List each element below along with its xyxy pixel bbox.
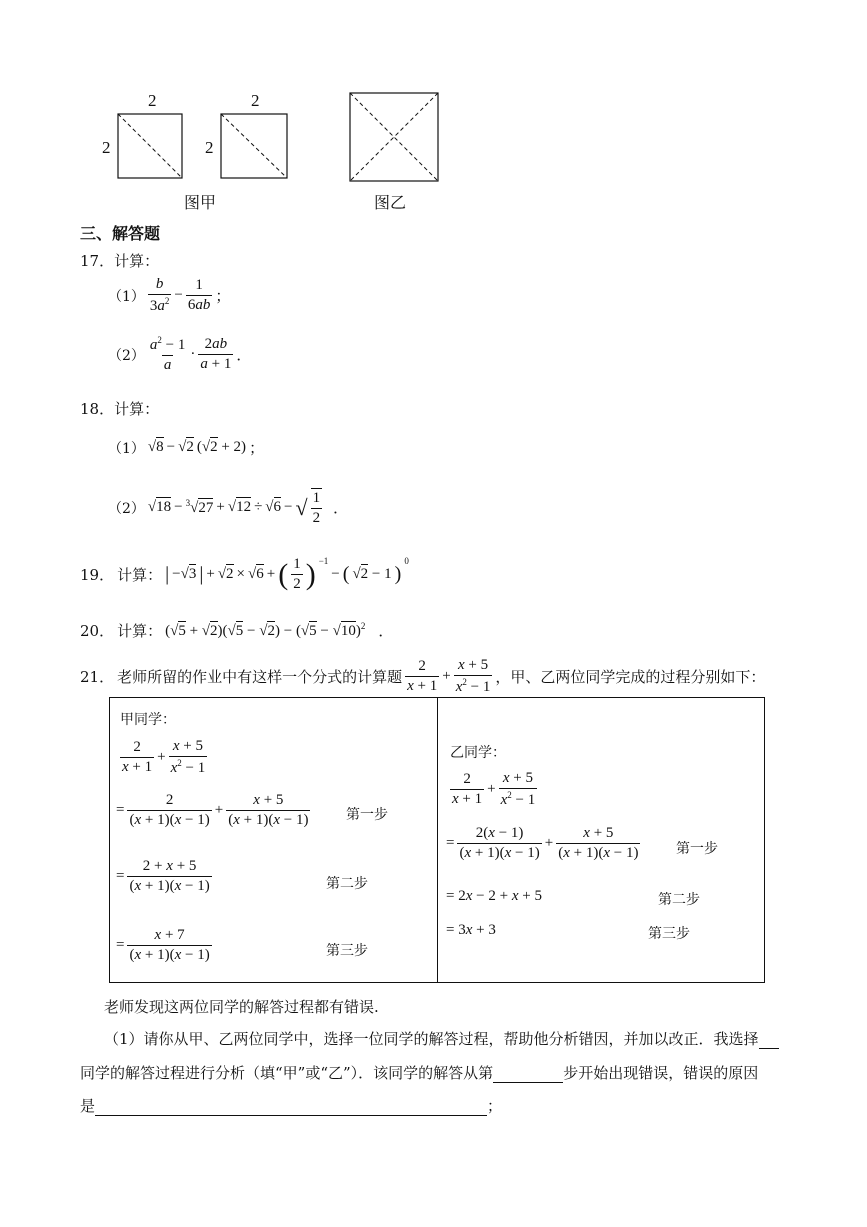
square-2-top-label: 2	[251, 91, 260, 110]
jia-step2: 第二步	[326, 876, 368, 892]
q20-number: 20．	[80, 622, 115, 640]
jia-line0: $\frac{2}{x + 1}$ + $\frac{x + 5}{x^2 - 1}$	[122, 738, 206, 777]
q21-sub1-d: 是	[80, 1097, 96, 1115]
q21-frac-b: $\frac{x + 5}{x^2 - 1}$	[455, 657, 491, 696]
q17-prompt: 计算：	[114, 252, 160, 270]
yi-step2: 第二步	[658, 892, 700, 908]
q21-sub1-line1	[104, 1028, 779, 1049]
q19-number: 19．	[80, 566, 115, 585]
q17-number: 17．	[80, 252, 115, 270]
q21-note: 老师发现这两位同学的解答过程都有错误.	[104, 998, 379, 1016]
q17-p1-label: （1）	[108, 288, 145, 305]
q21-intro-after: ，甲、乙两位同学完成的过程分别如下：	[495, 668, 766, 687]
q18-p2-label: （2）	[108, 500, 145, 517]
q17-p1-frac1: $\frac{b}{3a^2}$	[149, 276, 170, 315]
q19-frac: $\frac{1}{2}$	[293, 556, 301, 593]
square-2-diagonal	[221, 114, 287, 178]
q21-solution-table	[109, 697, 765, 983]
q20-end: ．	[378, 622, 394, 640]
q17-p1-end: ；	[215, 287, 231, 306]
q17-header	[80, 250, 159, 271]
q19-prompt: 计算：	[117, 566, 163, 585]
square-1-left-label: 2	[102, 138, 111, 157]
q18-part1: （1） √8 − √2 (√2 + 2) ；	[108, 439, 265, 457]
answer-blank-reason[interactable]	[95, 1099, 487, 1116]
answer-blank-step[interactable]	[493, 1066, 563, 1083]
caption-jia: 图甲	[184, 193, 217, 212]
figure-yi-square	[345, 88, 445, 186]
square-2-left-label: 2	[205, 138, 214, 157]
yi-line1: = $\frac{2(x - 1)}{(x + 1)(x - 1)}$ + $\frac{x + 5}{(x + 1)(x - 1)}$	[446, 825, 639, 862]
caption-yi: 图乙	[374, 193, 407, 212]
yi-line2: = 2x − 2 + x + 5	[446, 888, 542, 904]
q20-line: 20． 计算： $(√5 + √2)(√5 - √2) - (√5 - √10)^2$ ．	[80, 621, 394, 640]
q18-number: 18．	[80, 400, 115, 418]
q18-p1-label: （1）	[108, 440, 145, 457]
square-1-diagonal	[118, 114, 182, 178]
jia-line2: = $\frac{2 + x + 5}{(x + 1)(x - 1)}$	[116, 858, 210, 895]
q21-intro-text: 老师所留的作业中有这样一个分式的计算题	[117, 668, 403, 687]
q21-sub1-a: （1）请你从甲、乙两位同学中，选择一位同学的解答过程，帮助他分析错因，并加以改正．我选择	[104, 1030, 759, 1048]
q17-p2-frac2: $\frac{2ab}{a + 1}$	[200, 336, 232, 373]
q17-p1-frac2: $\frac{1}{6ab}$	[187, 277, 211, 314]
q21-intro: 21． 老师所留的作业中有这样一个分式的计算题 $\frac{2}{x + 1}$ + $\frac{x + 5}{x^2 - 1}$ ，甲、乙两位同学完成的过程分别如下：	[80, 657, 766, 696]
q17-part1: （1） $\frac{b}{3a^2}$ − $\frac{1}{6ab}$ ；	[108, 276, 231, 315]
answer-blank-choice[interactable]	[759, 1032, 779, 1049]
yi-line3: = 3x + 3	[446, 922, 496, 938]
yi-step3: 第三步	[648, 926, 690, 942]
jia-line1: = $\frac{2}{(x + 1)(x - 1)}$ + $\frac{x + 5}{(x + 1)(x - 1)}$	[116, 792, 309, 829]
jia-name: 甲同学：	[120, 712, 176, 728]
q18-p2-end: ．	[333, 499, 349, 518]
q17-part2: （2） $\frac{a^2 - 1}{a}$ · $\frac{2ab}{a + 1}$ ．	[108, 335, 252, 374]
q19-line: 19． 计算： | −√3 | + √2 × √6 + ( $\frac{1}{2}$ ) $^{-1}$ − ( √2 − 1 ) $^0$	[80, 556, 409, 593]
q21-number: 21．	[80, 668, 115, 687]
table-divider	[437, 698, 438, 982]
q21-sub1-b: 同学的解答过程进行分析（填“甲”或“乙”）．该同学的解答从第	[80, 1064, 494, 1082]
figure-jia-squares	[95, 85, 305, 195]
q17-p2-label: （2）	[108, 347, 145, 364]
q21-sub1-e: ；	[487, 1097, 503, 1115]
q21-sub1-line2	[80, 1062, 758, 1083]
jia-step3: 第三步	[326, 943, 368, 959]
q18-header	[80, 398, 159, 419]
yi-step1: 第一步	[676, 841, 718, 857]
q21-frac-a: $\frac{2}{x + 1}$	[407, 658, 438, 695]
yi-name: 乙同学：	[450, 745, 506, 761]
q18-p1-end: ；	[249, 439, 265, 457]
q18-part2: （2） √18 − $^3$√27 + √12 ÷ √6 − √ $\frac{1}{2}$ ．	[108, 490, 349, 527]
jia-step1: 第一步	[346, 807, 388, 823]
jia-line3: = $\frac{x + 7}{(x + 1)(x - 1)}$	[116, 927, 210, 964]
q17-p2-frac1: $\frac{a^2 - 1}{a}$	[149, 335, 186, 374]
q20-prompt: 计算：	[117, 622, 163, 640]
q17-p2-end: ．	[236, 346, 252, 365]
q18-prompt: 计算：	[114, 400, 160, 418]
q21-sub1-c: 步开始出现错误，错误的原因	[563, 1064, 759, 1082]
q18-p2-frac: $\frac{1}{2}$	[312, 490, 321, 527]
q21-sub1-line3	[80, 1095, 502, 1116]
yi-line0: $\frac{2}{x + 1}$ + $\frac{x + 5}{x^2 - 1}$	[452, 770, 536, 809]
square-1-top-label: 2	[148, 91, 157, 110]
section-title: 三、解答题	[80, 224, 161, 243]
